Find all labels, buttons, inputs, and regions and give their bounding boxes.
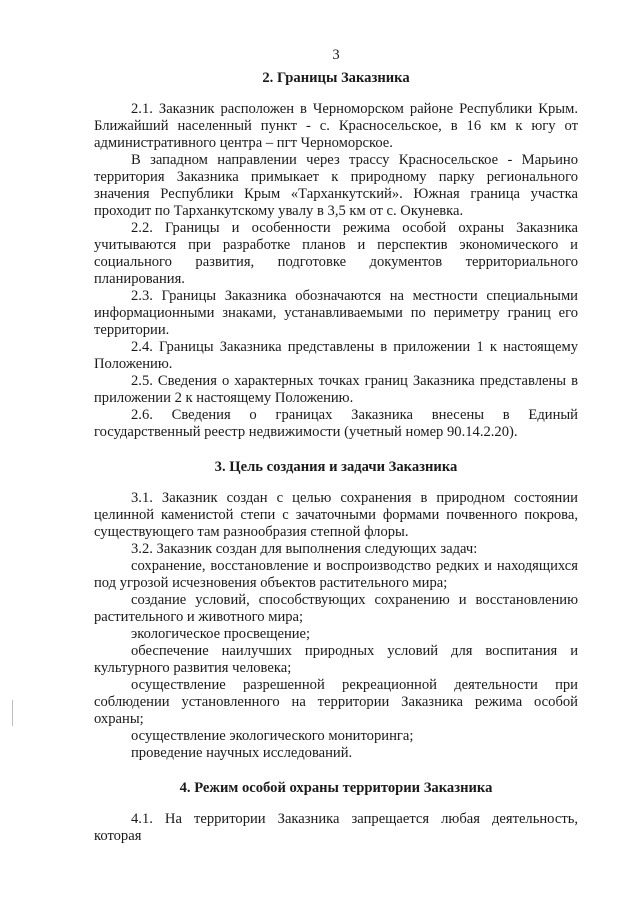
list-item: сохранение, восстановление и воспроизводство редких и находящихся под угрозой исчезновения объектов растительного мира; — [94, 558, 578, 591]
paragraph: 2.5. Сведения о характерных точках границ Заказника представлены в приложении 2 к настоящему Положению. — [94, 373, 578, 406]
section-heading: 2. Границы Заказника — [262, 70, 410, 86]
section-heading: 4. Режим особой охраны территории Заказника — [179, 780, 493, 796]
section-protection-regime — [94, 780, 578, 845]
paragraph: В западном направлении через трассу Красносельское - Марьино территория Заказника примыкает к природному парку регионального значения Республики Крым «Тарханкутский». Южная граница участка проходит по Тарханкутскому увалу в 3,5 км от с. Окуневка. — [94, 152, 578, 219]
list-item: создание условий, способствующих сохранению и восстановлению растительного и животного мира; — [94, 592, 578, 625]
paragraph: 3.1. Заказник создан с целью сохранения в природном состоянии целинной каменистой степи с зачаточными формами почвенного покрова, существующего там разнообразия степной флоры. — [94, 490, 578, 540]
paragraph: 4.1. На территории Заказника запрещается любая деятельность, которая — [94, 811, 578, 844]
paragraph: 2.6. Сведения о границах Заказника внесены в Единый государственный реестр недвижимости (учетный номер 90.14.2.20). — [94, 407, 578, 440]
list-item: осуществление экологического мониторинга; — [131, 728, 414, 744]
list-item: экологическое просвещение; — [131, 626, 311, 642]
page-number: 3 — [332, 47, 340, 63]
section-boundaries — [94, 70, 578, 441]
list-item: осуществление разрешенной рекреационной деятельности при соблюдении установленного на территории Заказника режима особой охраны; — [94, 677, 578, 727]
paragraph: 2.2. Границы и особенности режима особой охраны Заказника учитываются при разработке планов и перспектив экономического и социального развития, подготовке документов территориального планирования. — [94, 220, 578, 287]
list-item: проведение научных исследований. — [131, 745, 353, 761]
scan-artifact-mark — [12, 700, 13, 726]
section-heading: 3. Цель создания и задачи Заказника — [214, 459, 458, 475]
paragraph: 3.2. Заказник создан для выполнения следующих задач: — [131, 541, 478, 557]
paragraph: 2.3. Границы Заказника обозначаются на местности специальными информационными знаками, устанавливаемыми по периметру границ его территории. — [94, 288, 578, 338]
section-purpose-and-tasks — [94, 459, 578, 762]
paragraph: 2.1. Заказник расположен в Черноморском районе Республики Крым. Ближайший населенный пункт - с. Красносельское, в 16 км к югу от административного центра – пгт Черноморское. — [94, 101, 578, 151]
document-page — [94, 47, 578, 845]
paragraph: 2.4. Границы Заказника представлены в приложении 1 к настоящему Положению. — [94, 339, 578, 372]
list-item: обеспечение наилучших природных условий для воспитания и культурного развития человека; — [94, 643, 578, 676]
